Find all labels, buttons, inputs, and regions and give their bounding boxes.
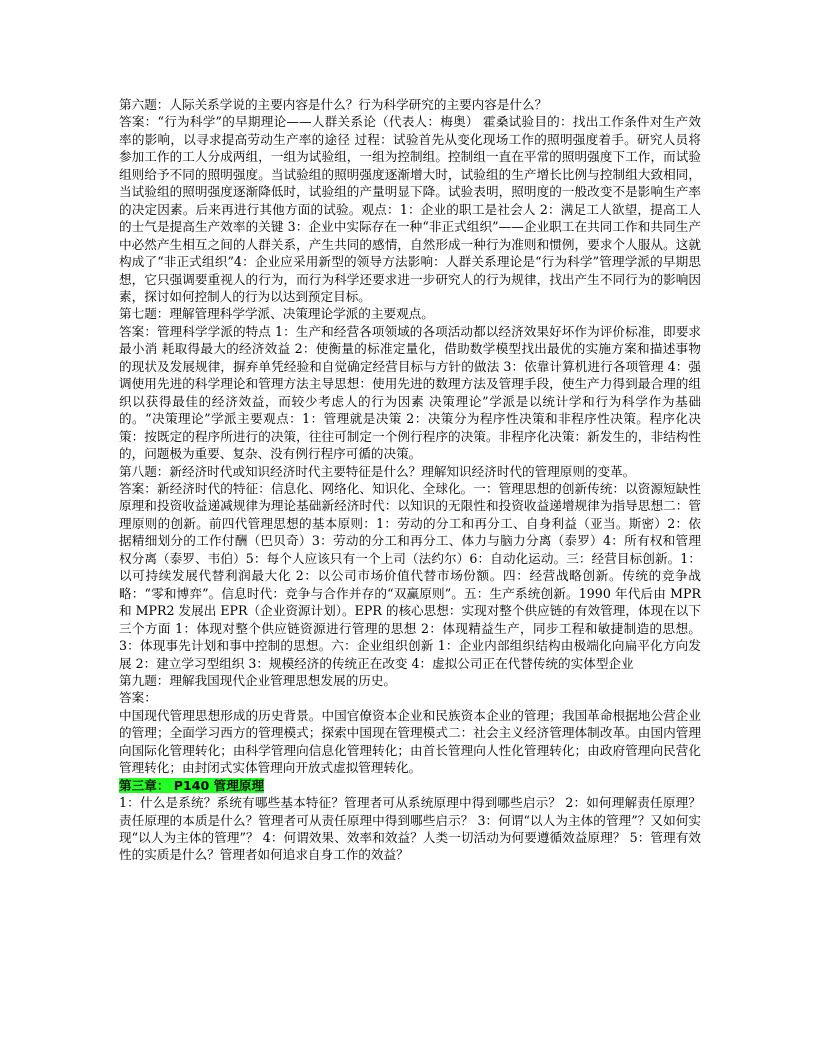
answer-6: 答案：“行为科学”的早期理论——人群关系论（代表人：梅奥） 霍桑试验目的：找出工作条件对生产效率的影响，以寻求提高劳动生产率的途径 过程：试验首先从变化现场工作的照明强度着手。研究人员将参加工作的工人分成两组，一组为试验组，一组为控制组。控制组一直在平常的照明强度下工作，而试验组则给予不同的照明强度。当试验组的照明强度逐渐增大时，试验组的生产增长比例与控制组大致相同，当试验组的照明强度逐渐降低时，试验组的产量明显下降。试验表明，照明度的一般改变不是影响生产率的决定因素。后来再进行其他方面的试验。观点：1：企业的职工是社会人 2：满足工人欲望，提高工人的士气是提高生产效率的关键 3：企业中实际存在一种“非正式组织”——企业职工在共同工作和共同生产中必然产生相互之间的人群关系，产生共同的感情，自然形成一种行为准则和惯例，要求个人服从。这就构成了“非正式组织”4：企业应采用新型的领导方法影响：人群关系理论是“行为科学”管理学派的早期思想，它只强调要重视人的行为，而行为科学还要求进一步研究人的行为规律，找出产生不同行为的影响因素，探讨如何控制人的行为以达到预定目标。 xyxy=(119,114,701,304)
chapter-heading-row xyxy=(119,777,701,794)
answer-9-label: 答案： xyxy=(119,690,157,706)
answer-9: 中国现代管理思想形成的历史背景。中国官僚资本企业和民族资本企业的管理；我国革命根据地公营企业的管理；全面学习西方的管理模式；探索中国现在管理模式二：社会主义经济管理体制改革。由国内管理向国际化管理转化；由科学管理向信息化管理转化；由首长管理向人性化管理转化；由政府管理向民营化管理转化；由封闭式实体管理向开放式虚拟管理转化。 xyxy=(119,707,701,776)
chapter-questions: 1：什么是系统？系统有哪些基本特征？管理者可从系统原理中得到哪些启示？ 2：如何理解责任原理？责任原理的本质是什么？管理者可从责任原理中得到哪些启示？ 3：何谓“以人为主体的管理”？又如何实现“以人为主体的管理”？ 4：何谓效果、效率和效益？人类一切活动为何要遵循效益原理？ 5：管理有效性的实质是什么？管理者如何追求自身工作的效益？ xyxy=(119,795,701,863)
question-9-title: 第九题：理解我国现代企业管理思想发展的历史。 xyxy=(119,672,397,688)
question-6-title: 第六题：人际关系学说的主要内容是什么？行为科学研究的主要内容是什么？ xyxy=(119,97,548,112)
chapter-heading: 第三章： P140 管理原理 xyxy=(119,777,265,793)
question-8-title: 第八题：新经济时代或知识经济时代主要特征是什么？理解知识经济时代的管理原则的变革。 xyxy=(119,463,636,479)
document-page xyxy=(119,96,701,864)
answer-8: 答案：新经济时代的特征：信息化、网络化、知识化、全球化。一：管理思想的创新传统：以资源短缺性原理和投资收益递减规律为理论基础新经济时代：以知识的无限性和投资收益递增规律为指导思想二：管理原则的创新。前四代管理思想的基本原则：1：劳动的分工和再分工、自身利益（亚当。斯密）2：依据精细划分的工作付酬（巴贝奇）3：劳动的分工和再分工、体力与脑力分离（泰罗）4：所有权和管理权分离（泰罗、韦伯）5：每个人应该只有一个上司（法约尔）6：自动化运动。三：经营目标创新。1：以可持续发展代替利润最大化 2：以公司市场价值代替市场份额。四：经营战略创新。传统的竞争战略：“零和博弈”。信息时代：竞争与合作并存的“双赢原则”。五：生产系统创新。1990 年代后由 MPR 和 MPR2 发展出 EPR（企业资源计划）。EPR 的核心思想：实现对整个供应链的有效管理，体现在以下三个方面 1：体现对整个供应链资源进行管理的思想 2：体现精益生产，同步工程和敏捷制造的思想。3：体现事先计划和事中控制的思想。六：企业组织创新 1：企业内部组织结构由极端化向扁平化方向发展 2：建立学习型组织 3：规模经济的传统正在改变 4：虚拟公司正在代替传统的实体型企业 xyxy=(119,480,701,671)
answer-7: 答案：管理科学学派的特点 1：生产和经营各项领域的各项活动都以经济效果好坏作为评价标准，即要求最小消 耗取得最大的经济效益 2：使衡量的标准定量化，借助数学模型找出最优的实施方案和描述事物的现状及发展规律，摒弃单凭经验和自觉确定经营目标与方针的做法 3：依靠计算机进行各项管理 4：强调使用先进的科学理论和管理方法主导思想：使用先进的数理方法及管理手段，使生产力得到最合理的组织以获得最佳的经济效益，而较少考虑人的行为因素 决策理论”学派是以统计学和行为科学作为基础的。“决策理论”学派主要观点：1：管理就是决策 2：决策分为程序性决策和非程序性决策。程序化决策：按既定的程序所进行的决策，往往可制定一个例行程序的决策。非程序化决策：新发生的，非结构性的，问题极为重要、复杂、没有例行程序可循的决策。 xyxy=(119,323,701,462)
question-7-title: 第七题：理解管理科学学派、决策理论学派的主要观点。 xyxy=(119,306,434,322)
